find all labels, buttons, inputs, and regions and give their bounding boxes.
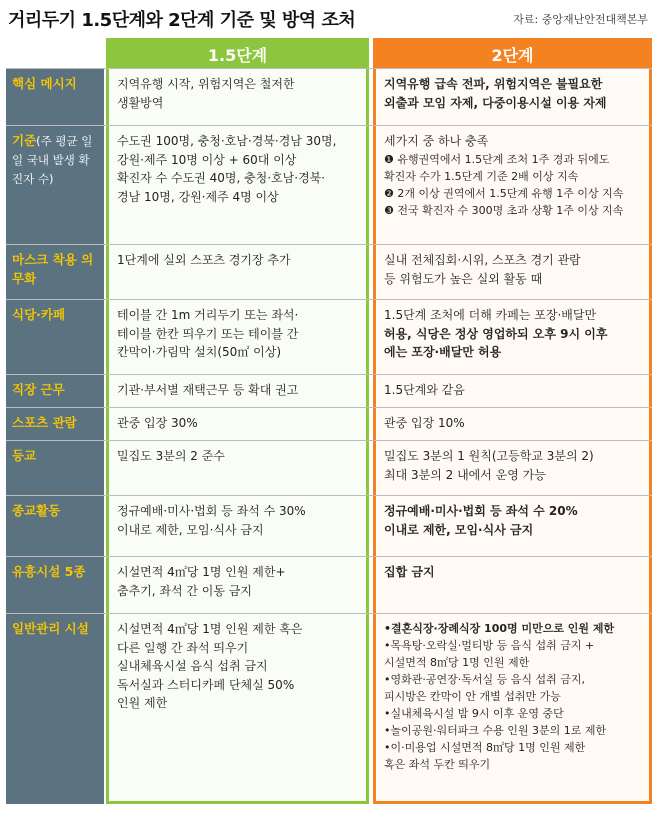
header xyxy=(8,6,648,32)
stage15-cell: 정규예배·미사·법회 등 좌석 수 30% 이내로 제한, 모임·식사 금지 xyxy=(106,496,369,556)
header-stage-15: 1.5단계 xyxy=(106,38,369,68)
stage2-cell: 1.5단계와 같음 xyxy=(373,375,652,407)
table-header-row xyxy=(6,38,652,68)
header-blank xyxy=(6,38,104,68)
stage15-cell: 기관·부서별 재택근무 등 확대 권고 xyxy=(106,375,369,407)
stage15-cell: 1단계에 실외 스포츠 경기장 추가 xyxy=(106,245,369,299)
table-row xyxy=(6,613,652,804)
stage2-cell: 세가지 중 하나 충족 ❶ 유행권역에서 1.5단계 조처 1주 경과 뒤에도 확진자 수가 1.5단계 기준 2배 이상 지속 ❷ 2개 이상 권역에서 1.5단계 유행 1주 이상 지속 ❸ 전국 확진자 수 300명 초과 상황 1주 이상 지속 xyxy=(373,126,652,244)
table-row xyxy=(6,244,652,299)
page-title: 거리두기 1.5단계와 2단계 기준 및 방역 조처 xyxy=(8,10,356,31)
row-label: 유흥시설 5종 xyxy=(6,557,104,613)
row-label: 스포츠 관람 xyxy=(6,408,104,440)
stage2-cell: 지역유행 급속 전파, 위험지역은 불필요한 외출과 모임 자제, 다중이용시설 이용 자제 xyxy=(373,69,652,125)
row-label: 기준(주 평균 일일 국내 발생 확진자 수) xyxy=(6,126,104,244)
table-row xyxy=(6,440,652,495)
stage2-cell: 관중 입장 10% xyxy=(373,408,652,440)
stage15-cell: 지역유행 시작, 위험지역은 철저한 생활방역 xyxy=(106,69,369,125)
table-row xyxy=(6,407,652,440)
row-label: 일반관리 시설 xyxy=(6,614,104,804)
stage15-cell: 밀집도 3분의 2 준수 xyxy=(106,441,369,495)
table-row xyxy=(6,68,652,125)
table-row xyxy=(6,374,652,407)
stage2-cell: 정규예배·미사·법회 등 좌석 수 20% 이내로 제한, 모임·식사 금지 xyxy=(373,496,652,556)
row-label: 식당·카페 xyxy=(6,300,104,374)
row-label: 마스크 착용 의무화 xyxy=(6,245,104,299)
stage2-cell: 실내 전체집회·시위, 스포츠 경기 관람 등 위험도가 높은 실외 활동 때 xyxy=(373,245,652,299)
stage2-cell: 1.5단계 조처에 더해 카페는 포장·배달만 허용, 식당은 정상 영업하되 오후 9시 이후 에는 포장·배달만 허용 xyxy=(373,300,652,374)
stage15-cell: 시설면적 4㎡당 1명 인원 제한+ 춤추기, 좌석 간 이동 금지 xyxy=(106,557,369,613)
stage15-cell: 관중 입장 30% xyxy=(106,408,369,440)
row-label: 등교 xyxy=(6,441,104,495)
stage15-cell: 시설면적 4㎡당 1명 인원 제한 혹은 다른 일행 간 좌석 띄우기 실내체육시설 음식 섭취 금지 독서실과 스터디카페 단체실 50% 인원 제한 xyxy=(106,614,369,804)
row-label: 직장 근무 xyxy=(6,375,104,407)
table-row xyxy=(6,125,652,244)
stage15-cell: 테이블 간 1m 거리두기 또는 좌석· 테이블 한칸 띄우기 또는 테이블 간 칸막이·가림막 설치(50㎡ 이상) xyxy=(106,300,369,374)
stage2-cell: 밀집도 3분의 1 원칙(고등학교 3분의 2) 최대 3분의 2 내에서 운영 가능 xyxy=(373,441,652,495)
comparison-table xyxy=(6,38,652,804)
stage2-cell: •결혼식장·장례식장 100명 미만으로 인원 제한 •목욕탕·오락실·멀티방 등 음식 섭취 금지 + 시설면적 8㎡당 1명 인원 제한 •영화관·공연장·독서실 등 음식 섭취 금지, 피시방은 칸막이 안 개별 섭취만 가능 •실내체육시설 밤 9시 이후 운영 중단 •놀이공원·워터파크 수용 인원 3분의 1로 제한 •이·미용업 시설면적 8㎡당 1명 인원 제한 혹은 좌석 두칸 띄우기 xyxy=(373,614,652,804)
table-row xyxy=(6,299,652,374)
row-label: 핵심 메시지 xyxy=(6,69,104,125)
stage15-cell: 수도권 100명, 충청·호남·경북·경남 30명, 강원·제주 10명 이상 + 60대 이상 확진자 수 수도권 40명, 충청·호남·경북· 경남 10명, 강원·제주 4명 이상 xyxy=(106,126,369,244)
source-note: 자료: 중앙재난안전대책본부 xyxy=(513,13,648,26)
stage2-cell: 집합 금지 xyxy=(373,557,652,613)
header-stage-2: 2단계 xyxy=(373,38,652,68)
row-label: 종교활동 xyxy=(6,496,104,556)
table-row xyxy=(6,495,652,556)
table-row xyxy=(6,556,652,613)
